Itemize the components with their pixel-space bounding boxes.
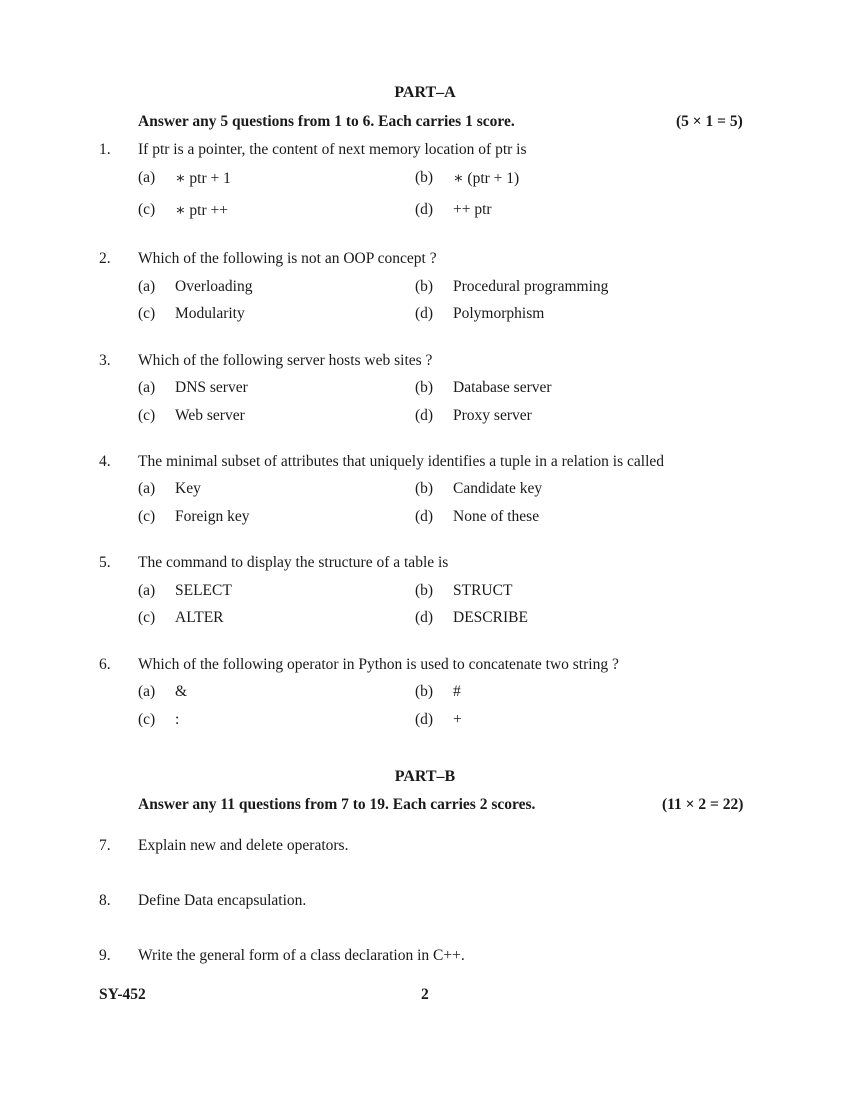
option-label: (c) [138, 508, 156, 525]
option-label: (a) [138, 582, 156, 599]
option-label: (a) [138, 480, 156, 497]
option-text: DESCRIBE [453, 609, 528, 626]
option-text: Polymorphism [453, 305, 545, 322]
option-text: Proxy server [453, 407, 532, 424]
question-text: If ptr is a pointer, the content of next memory location of ptr is [138, 141, 527, 158]
option-label: (a) [138, 379, 156, 396]
option-label: (b) [415, 169, 434, 186]
option-label: (a) [138, 278, 156, 295]
part-b-marks: (11 × 2 = 22) [662, 796, 744, 813]
option-label: (c) [138, 609, 156, 626]
option-label: (b) [415, 582, 434, 599]
part-a-marks: (5 × 1 = 5) [676, 113, 743, 130]
option-text: Overloading [175, 278, 253, 295]
option-label: (c) [138, 711, 156, 728]
option-label: (b) [415, 379, 434, 396]
option-text: # [453, 683, 461, 700]
question-number: 7. [99, 837, 111, 854]
option-text: STRUCT [453, 582, 513, 599]
option-text: : [175, 711, 180, 728]
question-number: 8. [99, 892, 111, 909]
option-text: DNS server [175, 379, 248, 396]
question-text: The minimal subset of attributes that uniquely identifies a tuple in a relation is called [138, 453, 665, 470]
option-label: (d) [415, 305, 434, 322]
page-number: 2 [421, 986, 429, 1003]
question-number: 2. [99, 250, 111, 267]
question-number: 3. [99, 352, 111, 369]
option-label: (c) [138, 201, 156, 218]
option-text: ++ ptr [453, 201, 492, 218]
question-number: 5. [99, 554, 111, 571]
part-b-title: PART–B [394, 768, 456, 785]
option-text: Procedural programming [453, 278, 609, 295]
option-text: Modularity [175, 305, 245, 322]
option-label: (d) [415, 609, 434, 626]
option-label: (a) [138, 169, 156, 186]
question-text: The command to display the structure of a table is [138, 554, 449, 571]
question-number: 1. [99, 141, 111, 158]
option-text: Foreign key [175, 508, 250, 525]
option-text: Candidate key [453, 480, 543, 497]
option-label: (c) [138, 305, 156, 322]
option-label: (d) [415, 508, 434, 525]
option-text: None of these [453, 508, 540, 525]
question-text: Which of the following operator in Python is used to concatenate two string ? [138, 656, 619, 673]
option-label: (d) [415, 711, 434, 728]
paper-code: SY-452 [99, 986, 146, 1003]
option-text: ∗ ptr ++ [175, 202, 228, 219]
question-text: Define Data encapsulation. [138, 892, 307, 909]
question-number: 4. [99, 453, 111, 470]
option-text: ALTER [175, 609, 224, 626]
part-a-title: PART–A [394, 84, 456, 101]
option-label: (b) [415, 480, 434, 497]
part-b-instruction: Answer any 11 questions from 7 to 19. Each carries 2 scores. [138, 796, 536, 813]
option-label: (d) [415, 201, 434, 218]
option-text: ∗ ptr + 1 [175, 170, 231, 187]
option-label: (d) [415, 407, 434, 424]
option-label: (c) [138, 407, 156, 424]
question-text: Which of the following is not an OOP concept ? [138, 250, 437, 267]
question-number: 6. [99, 656, 111, 673]
question-number: 9. [99, 947, 111, 964]
question-text: Explain new and delete operators. [138, 837, 349, 854]
option-text: ∗ (ptr + 1) [453, 170, 520, 187]
option-label: (b) [415, 683, 434, 700]
option-text: + [453, 711, 462, 728]
option-text: Database server [453, 379, 552, 396]
option-text: & [175, 683, 188, 700]
part-a-instruction: Answer any 5 questions from 1 to 6. Each carries 1 score. [138, 113, 515, 130]
question-text: Write the general form of a class declaration in C++. [138, 947, 465, 964]
option-text: Web server [175, 407, 245, 424]
option-label: (b) [415, 278, 434, 295]
option-text: Key [175, 480, 201, 497]
option-label: (a) [138, 683, 156, 700]
question-text: Which of the following server hosts web sites ? [138, 352, 433, 369]
option-text: SELECT [175, 582, 232, 599]
